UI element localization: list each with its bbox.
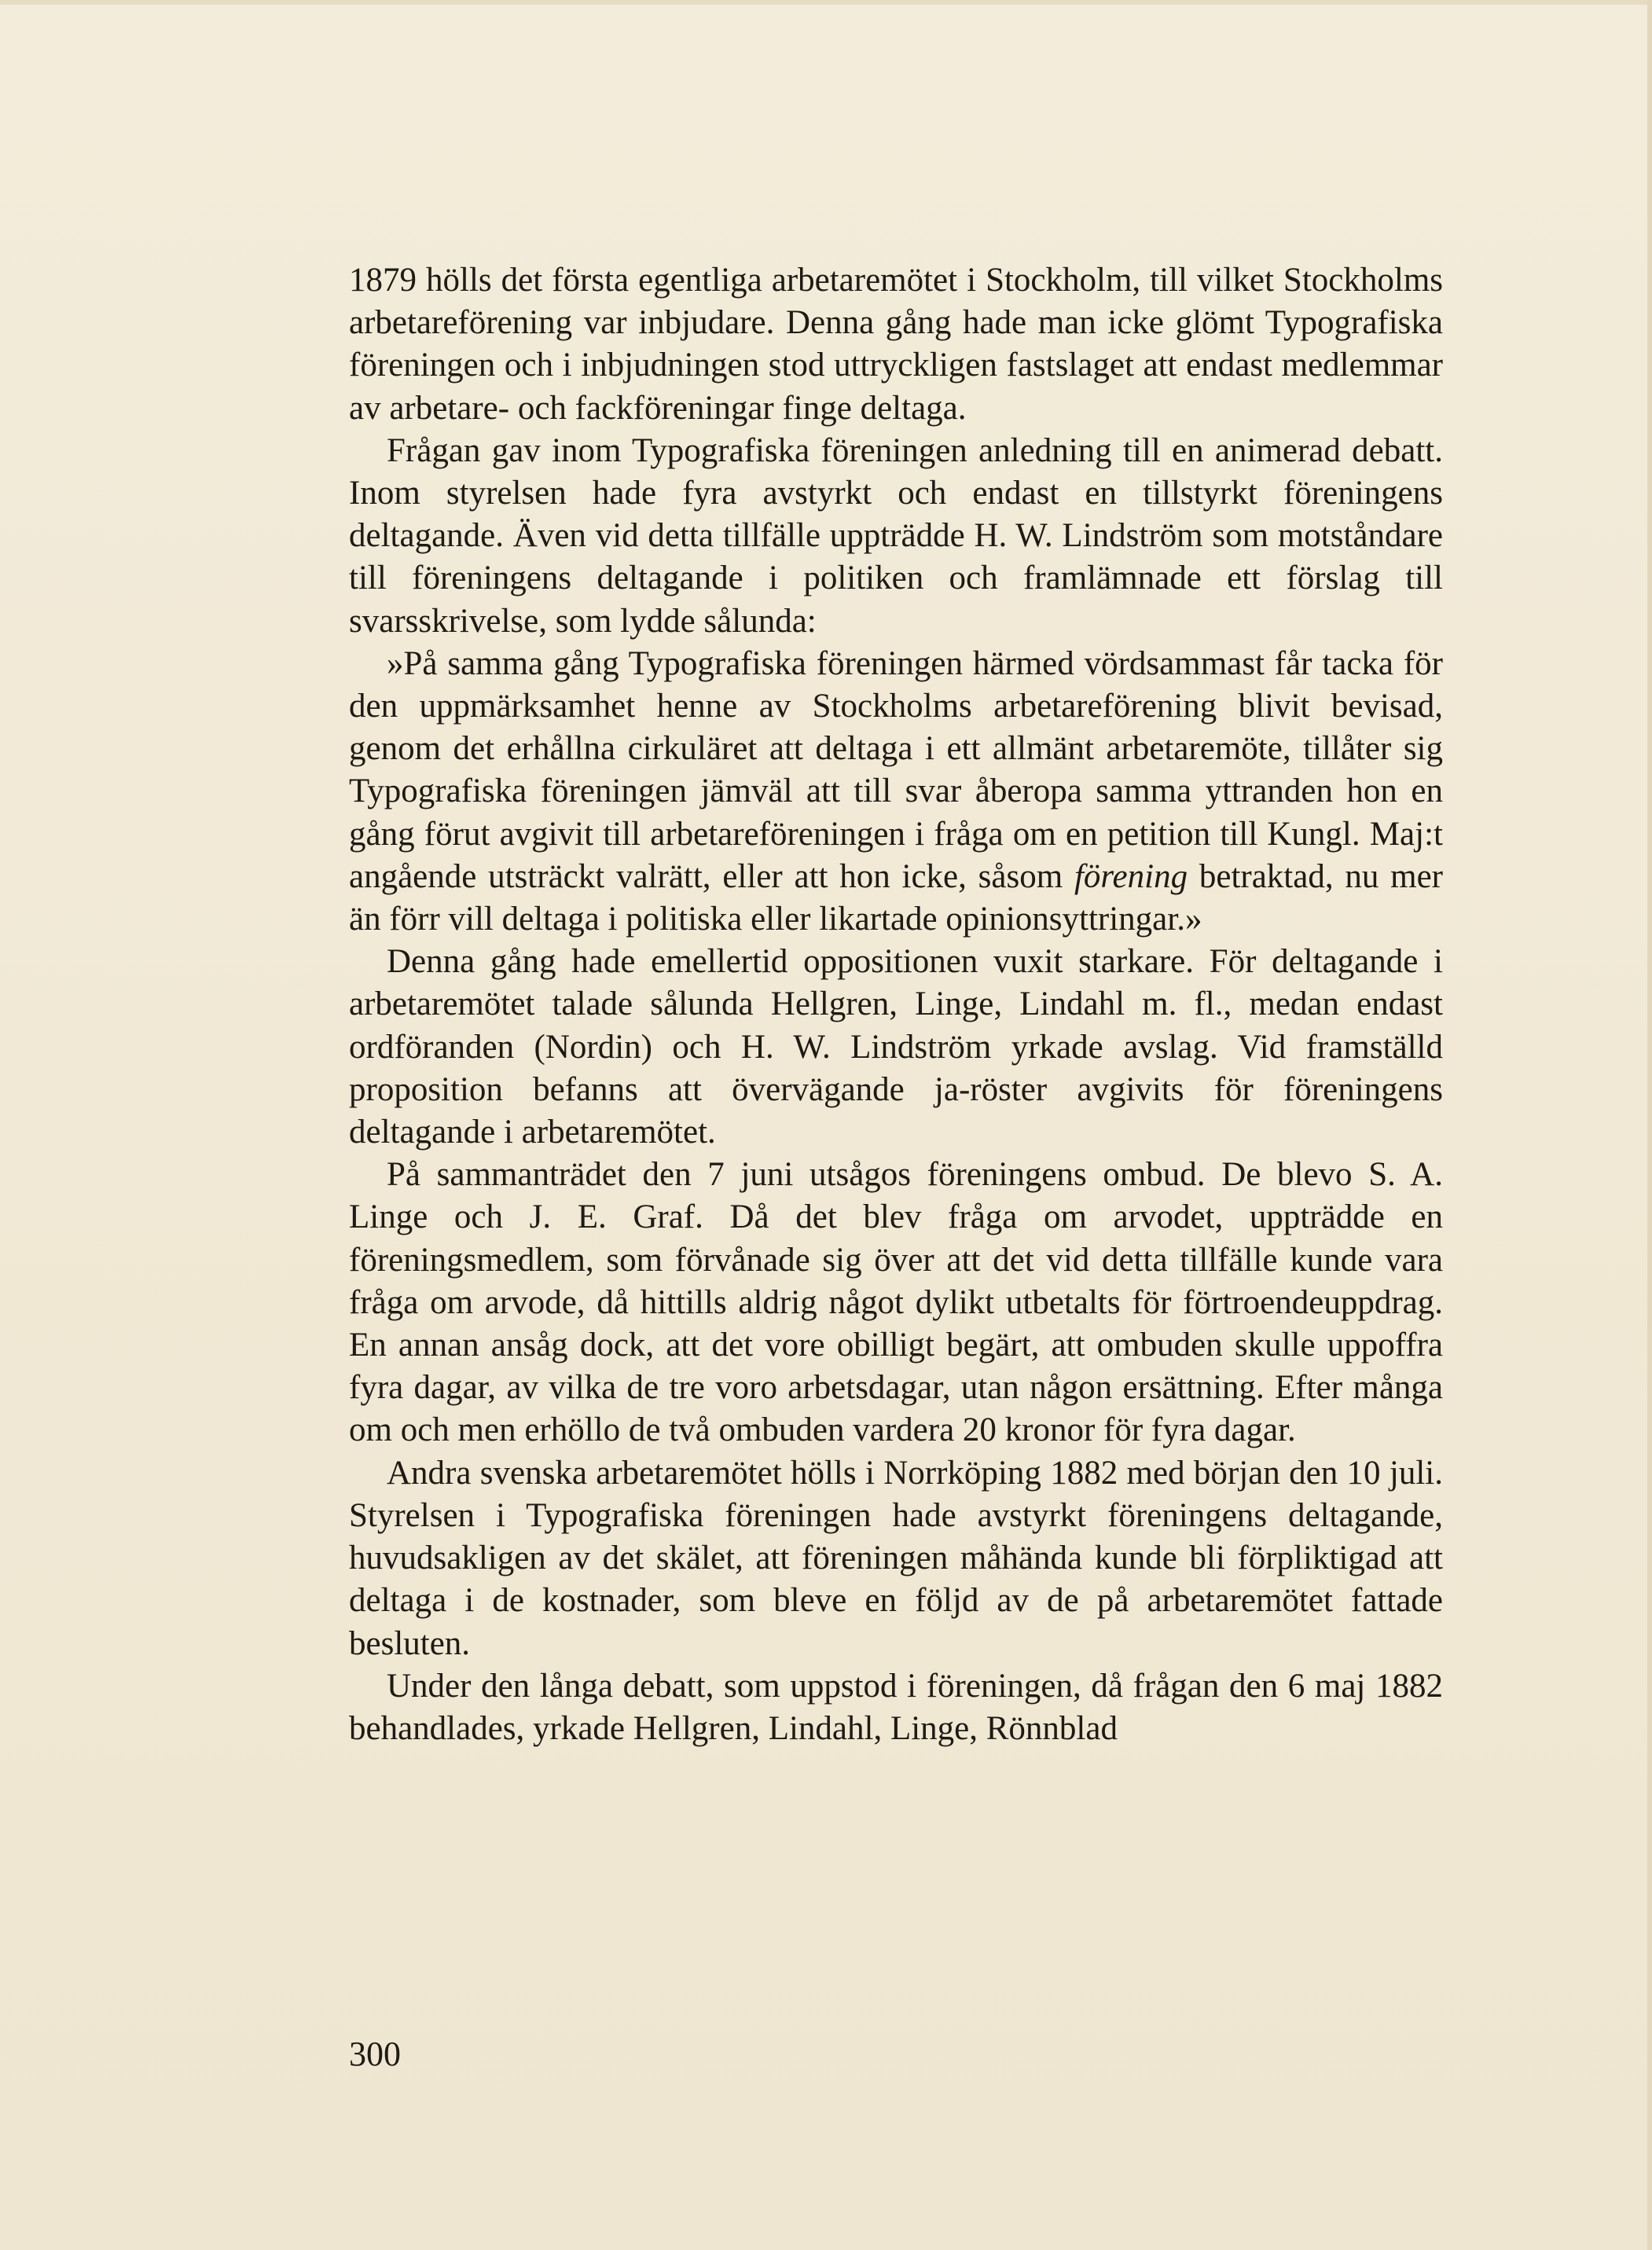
paragraph-1: 1879 hölls det första egentliga arbetaremötet i Stockholm, till vilket Stockholms arbetareförening var inbjudare. Denna gång hade man icke glömt Typografiska föreningen och i inbjudningen stod uttryckligen fastslaget att endast medlemmar av arbetare- och fackföreningar finge deltaga. <box>349 262 1443 427</box>
paragraph-2: Frågan gav inom Typografiska föreningen anledning till en animerad debatt. Inom styrelsen hade fyra avstyrkt och endast en tillstyrkt föreningens deltagande. Även vid detta tillfälle uppträdde H. W. Lindström som motståndare till föreningens deltagande i politiken och framlämnade ett förslag till svarsskrivelse, som lydde sålunda: <box>349 431 1443 640</box>
page-edge-top <box>0 0 1652 5</box>
paragraph-5: På sammanträdet den 7 juni utsågos föreningens ombud. De blevo S. A. Linge och J. E. Graf. Då det blev fråga om arvodet, uppträdde en föreningsmedlem, som förvånade sig över att det vid detta tillfälle kunde vara fråga om arvode, då hittills aldrig något dylikt utbetalts för förtroendeuppdrag. En annan ansåg dock, att det vore obilligt begärt, att ombuden skulle uppoffra fyra dagar, av vilka de tre voro arbetsdagar, utan någon ersättning. Efter många om och men erhöllo de två ombuden vardera 20 kronor för fyra dagar. <box>349 1156 1443 1449</box>
quote-emphasis: förening <box>1074 857 1188 895</box>
quote-text-before: »På samma gång Typografiska föreningen härmed vördsammast får tacka för den uppmärksamhet henne av Stockholms arbetareförening blivit bevisad, genom det erhållna cirkuläret att deltaga i ett allmänt arbetaremöte, tillåter sig Typografiska föreningen jämväl att till svar åberopa samma yttranden hon en gång förut avgivit till arbetareföreningen i fråga om en petition till Kungl. Maj:t angående utsträckt valrätt, eller att hon icke, såsom <box>349 644 1443 895</box>
page-edge-right <box>1647 0 1652 2250</box>
paragraph-7: Under den långa debatt, som uppstod i föreningen, då frågan den 6 maj 1882 behandlades, yrkade Hellgren, Lindahl, Linge, Rönnblad <box>349 1667 1443 1747</box>
quote-text-after: betraktad, nu mer än förr vill deltaga i politiska eller likartade opinionsyttringar.» <box>349 857 1444 938</box>
paragraph-3-quote <box>349 643 1443 941</box>
body-text <box>349 259 1443 1750</box>
paragraph-6: Andra svenska arbetaremötet hölls i Norrköping 1882 med början den 10 juli. Styrelsen i Typografiska föreningen hade avstyrkt föreningens deltagande, huvudsakligen av det skälet, att föreningen måhända kunde bli förpliktigad att deltaga i de kostnader, som bleve en följd av de på arbetaremötet fattade besluten. <box>349 1454 1443 1662</box>
paragraph-4: Denna gång hade emellertid oppositionen vuxit starkare. För deltagande i arbetaremötet talade sålunda Hellgren, Linge, Lindahl m. fl., medan endast ordföranden (Nordin) och H. W. Lindström yrkade avslag. Vid framställd proposition befanns att övervägande ja-röster avgivits för föreningens deltagande i arbetaremötet. <box>349 943 1443 1151</box>
page-number: 300 <box>349 2035 401 2073</box>
